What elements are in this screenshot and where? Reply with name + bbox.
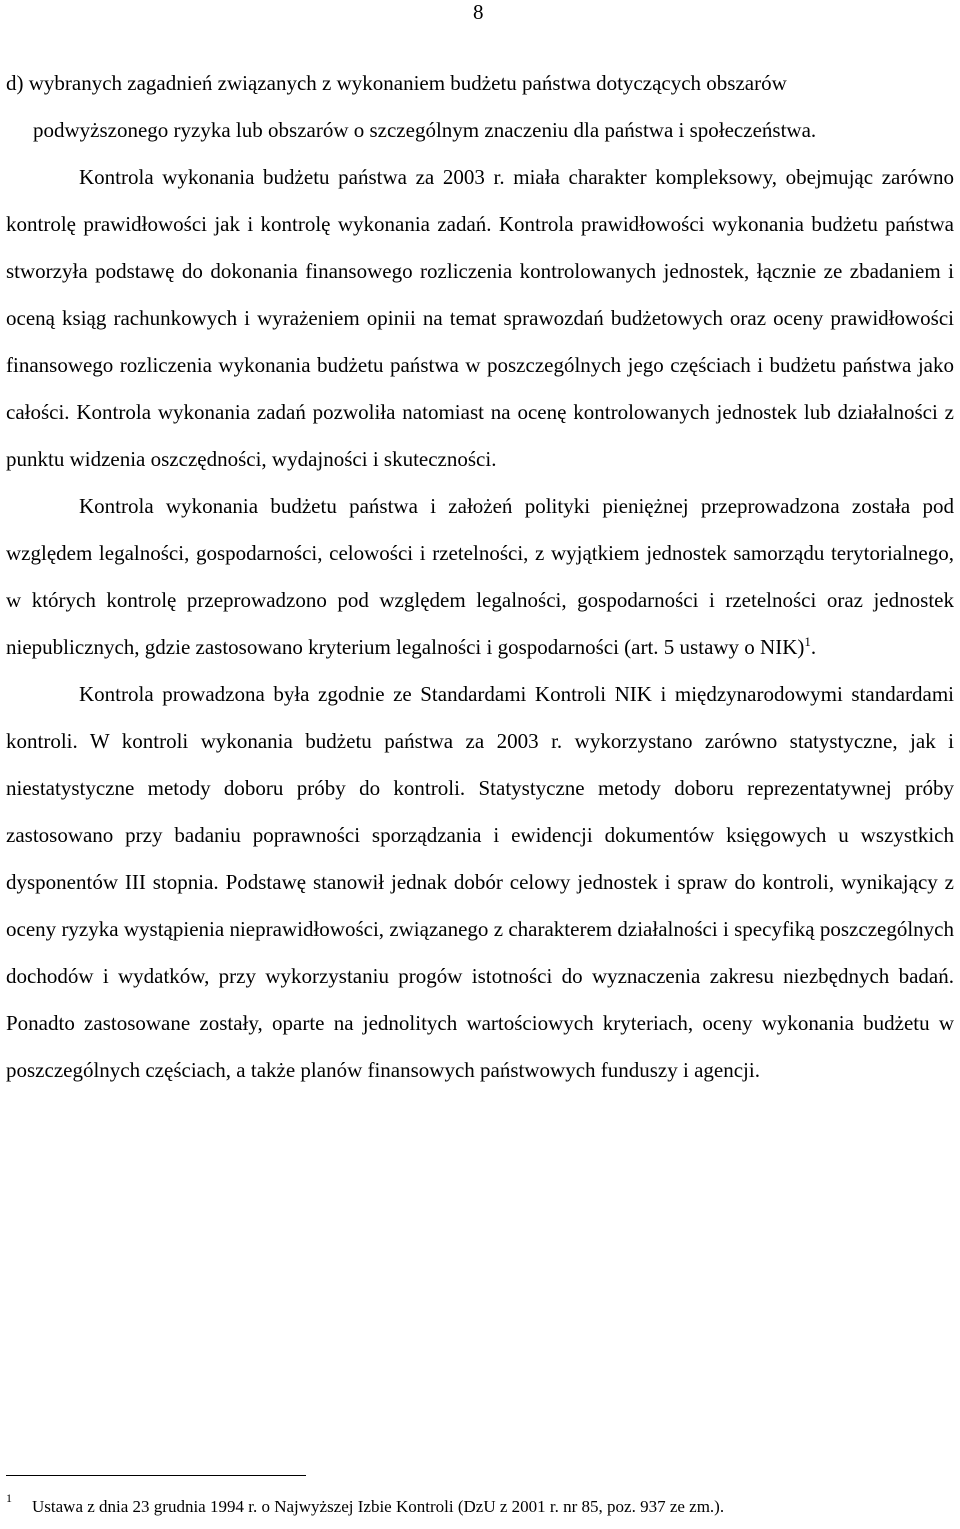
list-item-d	[6, 60, 954, 154]
list-item-first-line: d) wybranych zagadnień związanych z wykonaniem budżetu państwa dotyczących obszarów	[6, 71, 787, 95]
list-item-continuation: podwyższonego ryzyka lub obszarów o szczególnym znaczeniu dla państwa i społeczeństwa.	[33, 118, 817, 142]
footnote-text: Ustawa z dnia 23 grudnia 1994 r. o Najwyższej Izbie Kontroli (DzU z 2001 r. nr 85, poz. 937 ze zm.).	[32, 1497, 725, 1516]
document-body	[6, 60, 954, 1094]
footnote-reference[interactable]: 1	[804, 634, 811, 649]
footnote-mark: 1	[6, 1491, 12, 1505]
paragraph-3: Kontrola prowadzona była zgodnie ze Standardami Kontroli NIK i międzynarodowymi standardami kontroli. W kontroli wykonania budżetu państwa za 2003 r. wykorzystano zarówno statystyczne, jak i niestatystyczne metody doboru próby do kontroli. Statystyczne metody doboru reprezentatywnej próby zastosowano przy badaniu poprawności sporządzania i ewidencji dokumentów księgowych u wszystkich dysponentów III stopnia. Podstawę stanowił jednak dobór celowy jednostek i spraw do kontroli, wynikający z oceny ryzyka wystąpienia nieprawidłowości, związanego z charakterem działalności i specyfiką poszczególnych dochodów i wydatków, przy wykorzystaniu progów istotności do wyznaczenia zakresu niezbędnych badań. Ponadto zastosowane zostały, oparte na jednolitych wartościowych kryteriach, oceny wykonania budżetu w poszczególnych częściach, a także planów finansowych państwowych funduszy i agencji.	[6, 682, 954, 1082]
paragraph-2-end: .	[810, 635, 817, 659]
paragraph-1: Kontrola wykonania budżetu państwa za 2003 r. miała charakter kompleksowy, obejmując zarówno kontrolę prawidłowości jak i kontrolę wykonania zadań. Kontrola prawidłowości wykonania budżetu państwa stworzyła podstawę do dokonania finansowego rozliczenia kontrolowanych jednostek, łącznie ze zbadaniem i oceną ksiąg rachunkowych i wyrażeniem opinii na temat sprawozdań budżetowych oraz oceny prawidłowości finansowego rozliczenia wykonania budżetu państwa w poszczególnych jego częściach i budżetu państwa jako całości. Kontrola wykonania zadań pozwoliła natomiast na ocenę kontrolowanych jednostek lub działalności z punktu widzenia oszczędności, wydajności i skuteczności.	[6, 165, 954, 471]
page-number: 8	[473, 0, 484, 24]
footnote-separator	[6, 1475, 306, 1476]
paragraph-2	[6, 483, 954, 671]
paragraph-2-text: Kontrola wykonania budżetu państwa i założeń polityki pieniężnej przeprowadzona została pod względem legalności, gospodarności, celowości i rzetelności, z wyjątkiem jednostek samorządu terytorialnego, w których kontrolę przeprowadzono pod względem legalności, gospodarności i rzetelności oraz jednostek niepublicznych, gdzie zastosowano kryterium legalności i gospodarności (art. 5 ustawy o NIK)	[6, 494, 954, 659]
footnote	[6, 1490, 954, 1524]
